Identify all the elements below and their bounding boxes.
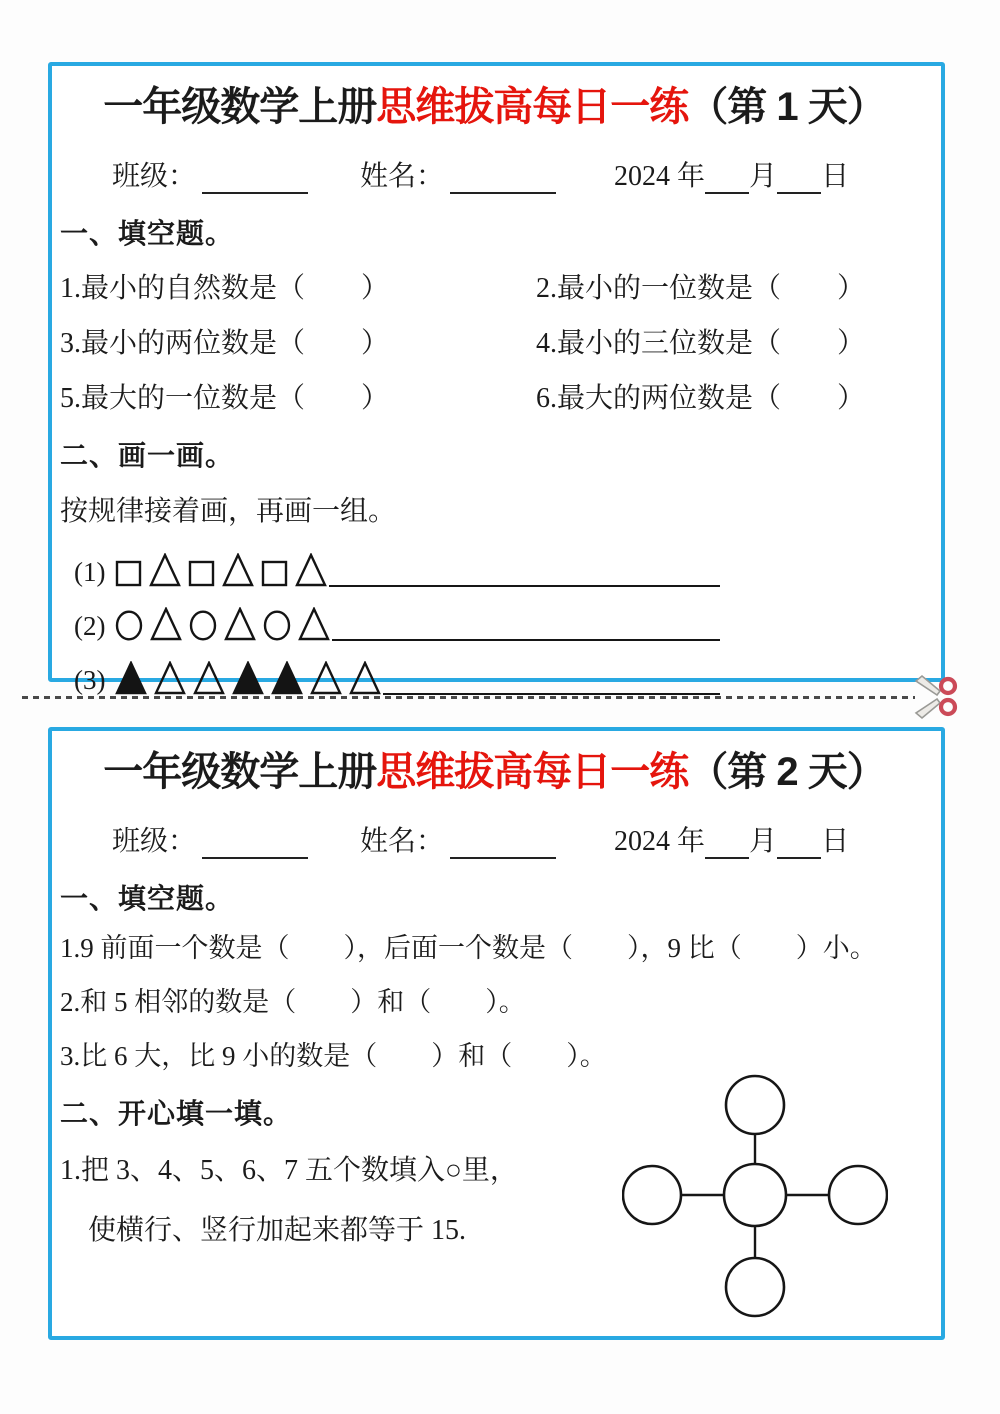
answer-underline	[332, 639, 720, 641]
triangle-filled-shape-icon	[271, 661, 303, 695]
diagram-circle-center	[724, 1164, 786, 1226]
name-blank	[450, 829, 556, 859]
month-label: 月	[749, 161, 778, 192]
month-blank	[705, 829, 749, 859]
year-label: 2024 年	[614, 161, 706, 192]
circle-shape-icon	[115, 610, 143, 641]
pattern-label: (3)	[74, 665, 106, 695]
triangle-filled-shape-icon	[232, 661, 264, 695]
pattern-row-2	[60, 597, 720, 641]
triangle-shape-icon	[310, 661, 342, 695]
triangle-shape-icon	[349, 661, 381, 695]
title-part-black: 一年级数学上册	[103, 750, 377, 794]
pattern-shapes	[115, 661, 381, 695]
section-2-heading: 二、画一画。	[60, 440, 235, 471]
pattern-label: (1)	[74, 557, 106, 587]
answer-underline	[329, 585, 720, 587]
pattern-row-1	[60, 543, 720, 587]
square-shape-icon	[188, 560, 215, 587]
worksheet-title	[60, 749, 929, 795]
triangle-shape-icon	[295, 553, 327, 587]
month-blank	[705, 164, 749, 194]
pattern-shapes	[115, 553, 327, 587]
question-2: 2.和 5 相邻的数是（ ）和（ ）。	[60, 987, 526, 1017]
question-5: 5.最大的一位数是（ ）	[60, 383, 390, 414]
question-4: 4.最小的三位数是（ ）	[536, 328, 866, 359]
pattern-shapes	[115, 607, 330, 641]
title-part-red: 思维拔高每日一练	[376, 750, 689, 794]
question-3: 3.比 6 大，比 9 小的数是（ ）和（ ）。	[60, 1041, 607, 1071]
triangle-shape-icon	[224, 607, 256, 641]
square-shape-icon	[115, 560, 142, 587]
student-info-line	[60, 154, 929, 194]
class-label: 班级：	[112, 826, 197, 857]
student-info-line	[60, 819, 929, 859]
pattern-row-3	[60, 651, 720, 695]
triangle-shape-icon	[150, 607, 182, 641]
triangle-shape-icon	[149, 553, 181, 587]
diagram-circle-left	[623, 1166, 681, 1224]
class-blank	[202, 829, 308, 859]
section-1-heading: 一、填空题。	[60, 883, 235, 914]
title-part-day: （第 2 天）	[688, 750, 886, 794]
name-blank	[450, 164, 556, 194]
question-3: 3.最小的两位数是（ ）	[60, 328, 390, 359]
answer-underline	[383, 693, 720, 695]
cut-dashed-line	[22, 696, 915, 699]
question-1: 1.9 前面一个数是（ ），后面一个数是（ ），9 比（ ）小。	[60, 933, 877, 963]
year-label: 2024 年	[614, 826, 706, 857]
section-2-heading: 二、开心填一填。	[60, 1098, 293, 1129]
day-blank	[777, 164, 821, 194]
triangle-shape-icon	[154, 661, 186, 695]
triangle-shape-icon	[193, 661, 225, 695]
scissors-icon	[912, 674, 960, 720]
month-label: 月	[749, 826, 778, 857]
title-part-red: 思维拔高每日一练	[376, 85, 689, 129]
cross-circles-diagram	[622, 1068, 888, 1318]
fill-blank-questions	[60, 272, 929, 416]
diagram-circle-bottom	[726, 1258, 784, 1316]
question-2: 2.最小的一位数是（ ）	[536, 273, 866, 304]
diagram-circle-right	[829, 1166, 887, 1224]
fill-task-line-1: 1.把 3、4、5、6、7 五个数填入○里，	[60, 1155, 518, 1186]
worksheet-day-2	[48, 727, 945, 1340]
section-1-heading: 一、填空题。	[60, 218, 235, 249]
worksheet-day-1	[48, 62, 945, 695]
worksheet-title	[60, 84, 929, 130]
fill-blank-questions	[60, 931, 929, 1074]
class-blank	[202, 164, 308, 194]
day-label: 日	[821, 826, 850, 857]
fill-task-line-2: 使横行、竖行加起来都等于 15.	[88, 1215, 467, 1246]
name-label: 姓名：	[360, 161, 445, 192]
triangle-shape-icon	[298, 607, 330, 641]
question-1: 1.最小的自然数是（ ）	[60, 273, 390, 304]
question-6: 6.最大的两位数是（ ）	[536, 383, 866, 414]
triangle-shape-icon	[222, 553, 254, 587]
pattern-label: (2)	[74, 611, 106, 641]
class-label: 班级：	[112, 161, 197, 192]
title-part-day: （第 1 天）	[688, 85, 886, 129]
diagram-circle-top	[726, 1076, 784, 1134]
circle-shape-icon	[263, 610, 291, 641]
square-shape-icon	[261, 560, 288, 587]
pattern-rows	[60, 543, 929, 695]
circle-shape-icon	[189, 610, 217, 641]
day-label: 日	[821, 161, 850, 192]
triangle-filled-shape-icon	[115, 661, 147, 695]
pattern-instruction: 按规律接着画，再画一组。	[60, 496, 397, 527]
day-blank	[777, 829, 821, 859]
title-part-black: 一年级数学上册	[103, 85, 377, 129]
name-label: 姓名：	[360, 826, 445, 857]
